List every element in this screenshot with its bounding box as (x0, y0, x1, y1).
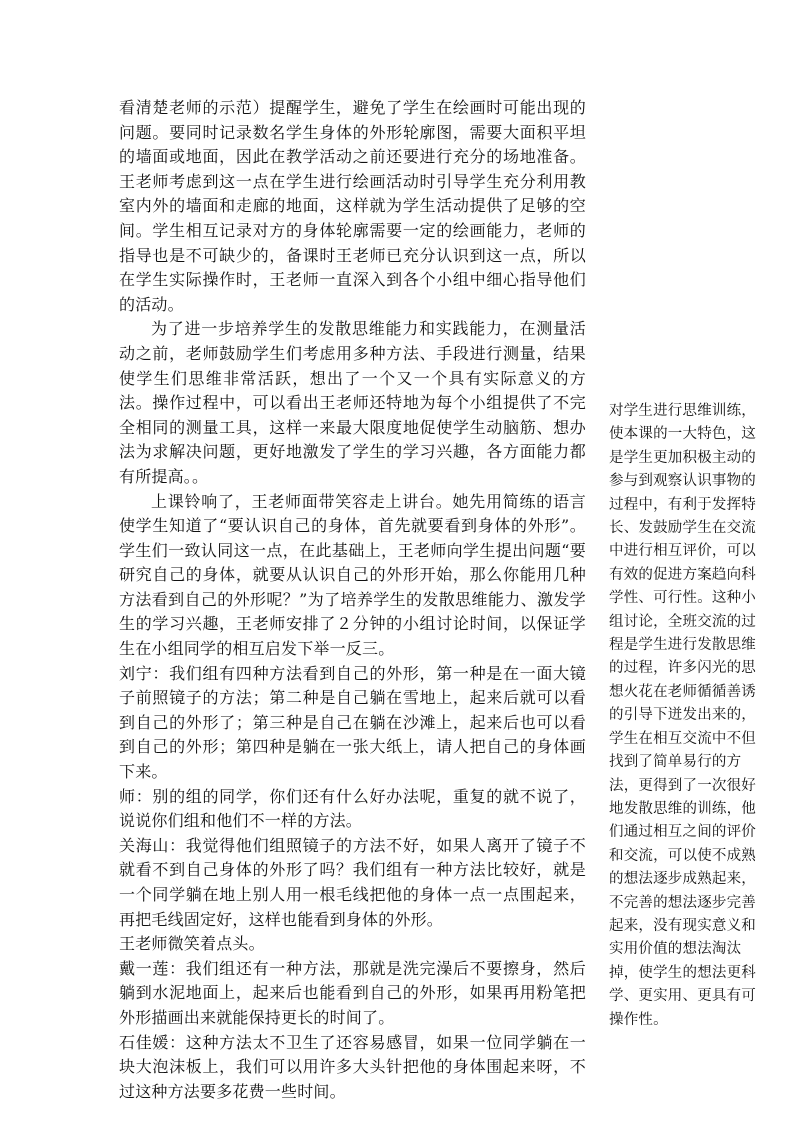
paragraph: 上课铃响了，王老师面带笑容走上讲台。她先用简练的语言使学生知道了“要认识自己的身体，首先就要看到身体的外形”。学生们一致认同这一点，在此基础上，王老师向学生提出问题“要研究自己的身体，就要从认识自己的外形开始，那么你能用几种方法看到自己的外形呢？”为了培养学生的发散思维能力、激发学生的学习兴趣，王老师安排了２分钟的小组讨论时间，以保证学生在小组同学的相互启发下举一反三。 (119, 491, 586, 659)
dialogue-line: 王老师微笑着点头。 (119, 934, 265, 954)
dialogue-line: 戴一莲：我们组还有一种方法，那就是洗完澡后不要擦身，然后躺到水泥地面上，起来后也能看到自己的外形，如果再用粉笔把外形描画出来就能保持更长的时间了。 (119, 958, 586, 1027)
dialogue-line: 关海山：我觉得他们组照镜子的方法不好，如果人离开了镜子不就看不到自己身体的外形了吗？我们组有一种方法比较好，就是一个同学躺在地上别人用一根毛线把他的身体一点一点围起来，再把毛线固定好，这样也能看到身体的外形。 (119, 835, 586, 929)
main-text-column (119, 96, 586, 1104)
dialogue-line: 师：别的组的同学，你们还有什么好办法呢，重复的就不说了，说说你们组和他们不一样的方法。 (119, 786, 586, 831)
dialogue-line: 石佳媛：这种方法太不卫生了还容易感冒，如果一位同学躺在一块大泡沫板上，我们可以用许多大头针把他的身体围起来呀，不过这种方法要多花费一些时间。 (119, 1032, 586, 1101)
margin-comment: 对学生进行思维训练，使本课的一大特色，这是学生更加积极主动的参与到观察认识事物的过程中，有利于发挥特长、发鼓励学生在交流中进行相互评价，可以有效的促进方案趋向科学性、可行性。这种小组讨论，全班交流的过程是学生进行发散思维的过程，许多闪光的思想火花在老师循循善诱的引导下迸发出来的，学生在相互交流中不但找到了简单易行的方法，更得到了一次很好地发散思维的训练，他们通过相互之间的评价和交流，可以使不成熟的想法逐步成熟起来，不完善的想法逐步完善起来，没有现实意义和实用价值的想法淘汰掉，使学生的想法更科学、更实用、更具有可操作性。 (609, 403, 756, 1028)
paragraph: 看清楚老师的示范）提醒学生，避免了学生在绘画时可能出现的问题。要同时记录数名学生身体的外形轮廓图，需要大面积平坦的墙面或地面，因此在教学活动之前还要进行充分的场地准备。王老师考虑到这一点在学生进行绘画活动时引导学生充分利用教室内外的墙面和走廊的地面，这样就为学生活动提供了足够的空间。学生相互记录对方的身体轮廓需要一定的绘画能力，老师的指导也是不可缺少的，备课时王老师已充分认识到这一点，所以在学生实际操作时，王老师一直深入到各个小组中细心指导他们的活动。 (119, 98, 586, 314)
dialogue-line: 刘宁：我们组有四种方法看到自己的外形，第一种是在一面大镜子前照镜子的方法；第二种是自己躺在雪地上，起来后就可以看到自己的外形了；第三种是自己在躺在沙滩上，起来后也可以看到自己的外形；第四种是躺在一张大纸上，请人把自己的身体画下来。 (119, 663, 586, 782)
paragraph: 为了进一步培养学生的发散思维能力和实践能力，在测量活动之前，老师鼓励学生们考虑用多种方法、手段进行测量，结果使学生们思维非常活跃，想出了一个又一个具有实际意义的方法。操作过程中，可以看出王老师还特地为每个小组提供了不完全相同的测量工具，这样一来最大限度地促使学生动脑筋、想办法为求解决问题，更好地激发了学生的学习兴趣，各方面能力都有所提高。。 (119, 319, 586, 486)
